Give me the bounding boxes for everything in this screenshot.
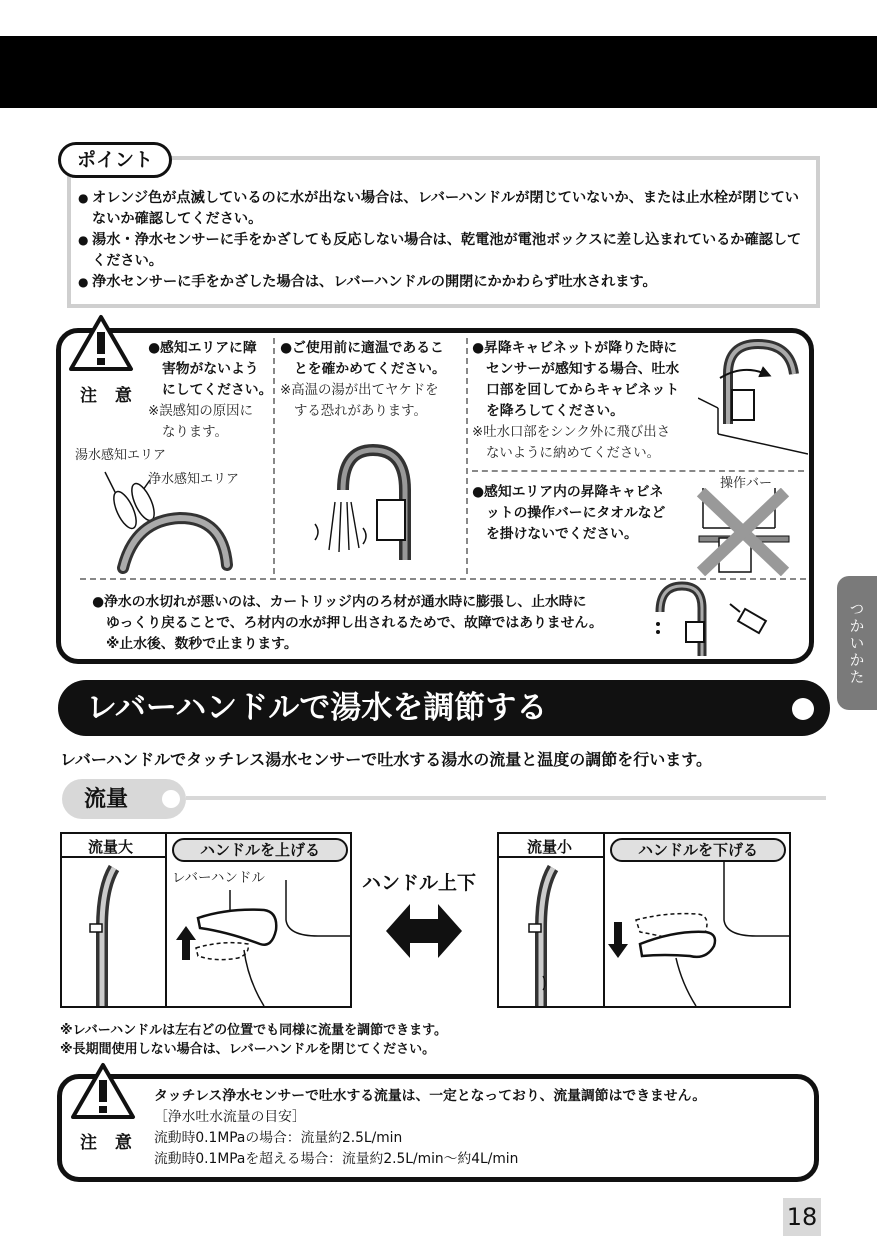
- flow-small-label: 流量小: [527, 838, 573, 856]
- lever-raise-icon: [168, 880, 350, 1006]
- flow-large-label: 流量大: [88, 838, 134, 856]
- caution-text: ●感知エリアに障 害物がないよう にしてください。: [148, 340, 273, 398]
- faucet-sensor-area-icon: [95, 460, 245, 580]
- divider: [273, 338, 275, 574]
- point-tag: ポイント: [58, 142, 172, 178]
- section-title: レバーハンドルで湯水を調節する: [86, 690, 548, 726]
- pure-sensor-area-label: 浄水感知エリア: [148, 472, 240, 487]
- lever-handle-label: レバーハンドル: [172, 870, 265, 886]
- caution-text-2: タッチレス浄水センサーで吐水する流量は、一定となっており、流量調節はできません。 ［浄水吐水流量の目安］ 流動時0.1MPaの場合：流量約2.5L/min 流動時0.1MPaを超える場合：流量約2.5L/min〜約4L/min: [154, 1088, 707, 1167]
- point-item: ● 湯水・浄水センサーに手をかざしても反応しない場合は、乾電池が電池ボックスに差し込まれているか確認してください。: [78, 230, 808, 272]
- caution-note: ※吐水口部をシンク外に飛び出さ ないように納めてください。: [472, 425, 671, 461]
- rotate-spout-icon: [698, 334, 808, 460]
- side-tab[interactable]: つかいかた: [837, 576, 877, 710]
- notes: ※レバーハンドルは左右どの位置でも同様に流量を調節できます。 ※長期間使用しない場合は、レバーハンドルを閉じてください。: [60, 1023, 448, 1057]
- warning-triangle-icon: [68, 314, 134, 372]
- no-towel-icon: [695, 488, 795, 576]
- operation-bar-label: 操作バー: [720, 476, 773, 491]
- divider: [466, 338, 468, 574]
- caution-note: ※誤感知の原因に なります。: [148, 404, 253, 440]
- subsection-line: [186, 796, 826, 800]
- section-dot: [792, 698, 814, 720]
- caution-text: ●ご使用前に適温であるこ とを確かめてください。: [280, 340, 446, 377]
- caution-text: ●浄水の水切れが悪いのは、カートリッジ内のろ材が通水時に膨張し、止水時に ゆっくり戻ることで、ろ材内の水が押し出されるためで、故障ではありません。 ※止水後、数秒で止まります。: [92, 594, 603, 652]
- hot-water-faucet-icon: [305, 440, 425, 565]
- lever-lower-icon: [606, 860, 790, 1006]
- point-list: [78, 188, 808, 293]
- raise-handle-label: ハンドルを上げる: [172, 838, 348, 862]
- section-intro: レバーハンドルでタッチレス湯水センサーで吐水する湯水の流量と温度の調節を行います。: [60, 750, 713, 769]
- page-number: 18: [783, 1198, 821, 1236]
- lower-handle-label: ハンドルを下げる: [610, 838, 786, 862]
- caution-label: 注 意: [80, 386, 138, 406]
- caution-text: ●感知エリア内の昇降キャビネ ットの操作バーにタオルなど を掛けないでください。: [472, 484, 666, 542]
- water-dripping-faucet-icon: [648, 578, 778, 658]
- subsection-title: 流量: [84, 787, 129, 812]
- hot-sensor-area-label: 湯水感知エリア: [75, 448, 167, 463]
- faucet-large-icon: [62, 858, 166, 1006]
- caution-label: 注 意: [80, 1133, 138, 1153]
- warning-triangle-icon: [70, 1062, 136, 1120]
- point-item: ● オレンジ色が点滅しているのに水が出ない場合は、レバーハンドルが閉じていないか、または止水栓が閉じていないか確認してください。: [78, 188, 808, 230]
- double-arrow-icon: [386, 902, 462, 960]
- caution-text: ●昇降キャビネットが降りた時に センサーが感知する場合、吐水 口部を回してからキャビネット を降ろしてください。: [472, 340, 680, 419]
- handle-updown-label: ハンドル上下: [362, 872, 477, 894]
- header-bar: [0, 36, 877, 108]
- faucet-small-icon: [499, 858, 603, 1006]
- caution-note: ※高温の湯が出てヤケドを する恐れがあります。: [280, 383, 439, 419]
- subsection-dot: [162, 790, 180, 808]
- point-item: ● 浄水センサーに手をかざした場合は、レバーハンドルの開閉にかかわらず吐水されます。: [78, 272, 808, 293]
